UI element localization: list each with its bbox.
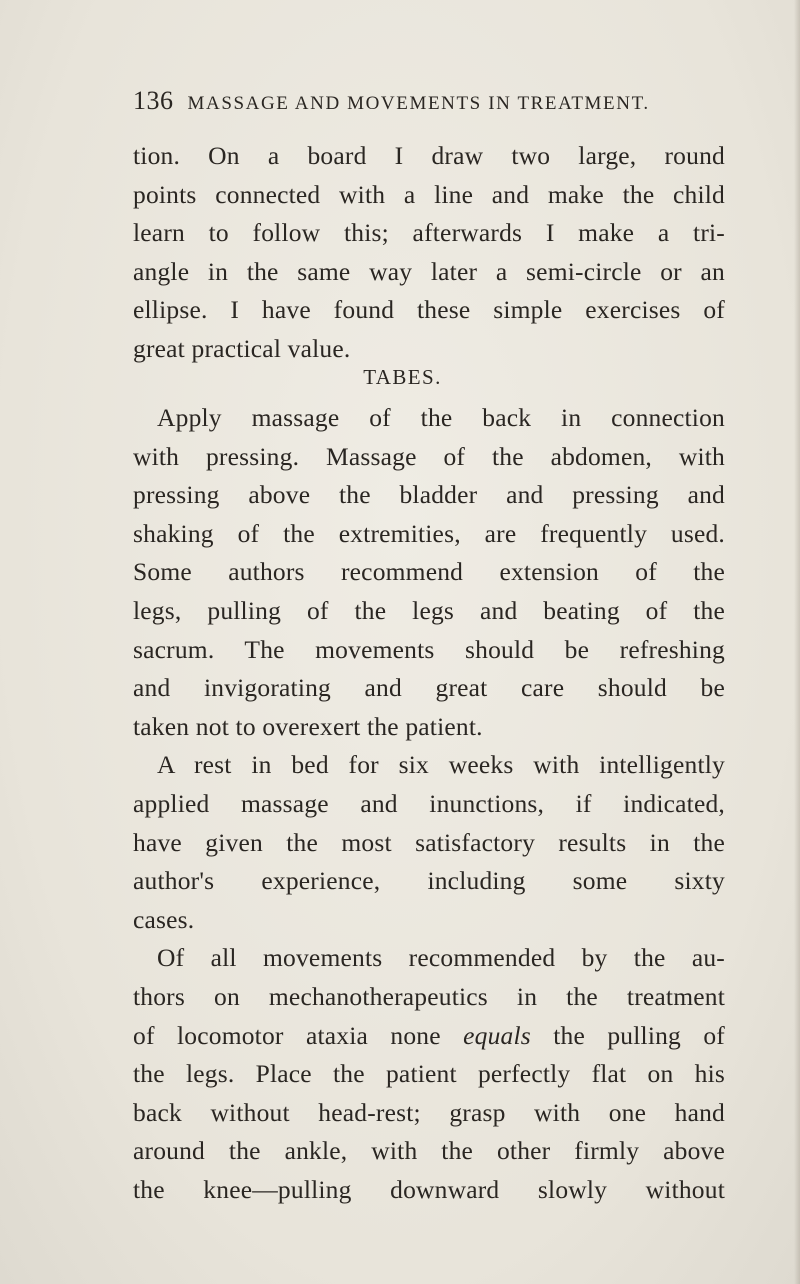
text-line: legs, pulling of the legs and beating of the xyxy=(133,595,725,625)
page-edge-shadow xyxy=(794,0,800,1284)
text-line: pressing above the bladder and pressing and xyxy=(133,480,725,510)
text-line: taken not to overexert the patient. xyxy=(133,711,483,741)
text-segment: the pulling of xyxy=(530,1020,725,1050)
text-line: around the ankle, with the other firmly above xyxy=(133,1136,725,1166)
text-line: have given the most satisfactory results in the xyxy=(133,827,725,857)
paragraph-continuation xyxy=(133,137,725,369)
text-line: learn to follow this; afterwards I make a tri- xyxy=(133,218,725,248)
text-line: tion. On a board I draw two large, round xyxy=(133,141,725,170)
text-line: sacrum. The movements should be refreshing xyxy=(133,634,725,664)
text-line: A rest in bed for six weeks with intelligently xyxy=(157,750,725,780)
running-head: MASSAGE AND MOVEMENTS IN TREATMENT. xyxy=(187,93,650,114)
page-number: 136 xyxy=(133,86,174,115)
text-line: the knee—pulling downward slowly without xyxy=(133,1174,725,1204)
section-heading-text: TABES. xyxy=(363,365,442,389)
text-line: Apply massage of the back in connection xyxy=(157,403,725,432)
text-line: ellipse. I have found these simple exercises of xyxy=(133,295,725,325)
text-line: cases. xyxy=(133,904,195,934)
text-line: applied massage and inunctions, if indicated, xyxy=(133,788,725,818)
text-segment: of locomotor ataxia none xyxy=(133,1020,464,1050)
text-line: shaking of the extremities, are frequently used. xyxy=(133,518,725,548)
page-header xyxy=(133,86,650,116)
section-heading xyxy=(0,365,800,390)
text-line: author's experience, including some sixty xyxy=(133,866,725,896)
text-line: points connected with a line and make the child xyxy=(133,179,725,209)
text-line: and invigorating and great care should be xyxy=(133,673,725,703)
text-line: angle in the same way later a semi-circle or an xyxy=(133,256,725,286)
text-line: great practical value. xyxy=(133,333,351,363)
text-line: thors on mechanotherapeutics in the treatment xyxy=(133,981,725,1011)
emphasis-word: equals xyxy=(463,1020,531,1050)
body-text xyxy=(133,399,725,1209)
text-line: Of all movements recommended by the au- xyxy=(157,943,725,973)
text-line: with pressing. Massage of the abdomen, with xyxy=(133,441,725,471)
text-line-with-emphasis xyxy=(133,1017,725,1056)
text-line: back without head-rest; grasp with one hand xyxy=(133,1097,725,1127)
text-line: the legs. Place the patient perfectly flat on his xyxy=(133,1059,725,1089)
text-line: Some authors recommend extension of the xyxy=(133,557,725,587)
